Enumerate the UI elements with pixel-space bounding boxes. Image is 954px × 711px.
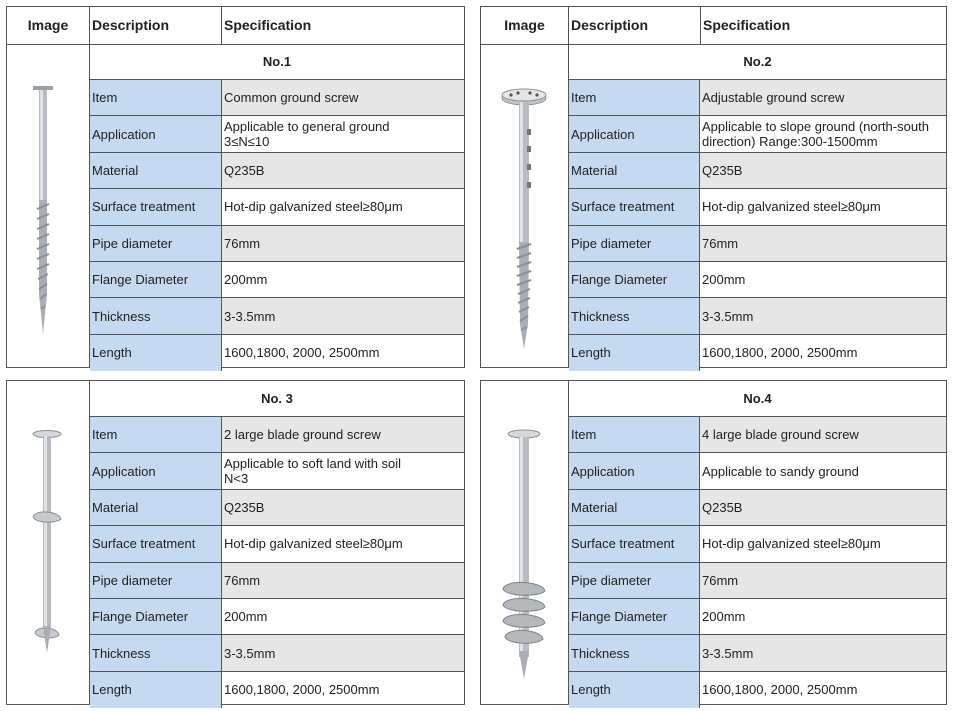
table-row (569, 262, 946, 298)
row-label: Material (90, 153, 222, 188)
spec-grid (569, 44, 946, 367)
product-title: No. 3 (90, 381, 464, 417)
row-value: 2 large blade ground screw (222, 417, 464, 452)
row-value: Hot-dip galvanized steel≥80μm (702, 536, 881, 552)
table-row (569, 526, 946, 562)
row-label: Thickness (90, 298, 222, 333)
table-row (90, 417, 464, 453)
row-label: Surface treatment (569, 189, 700, 224)
product-panel-3 (6, 380, 465, 705)
row-label: Length (90, 335, 222, 371)
row-value: 3-3.5mm (700, 635, 946, 670)
row-value: 1600,1800, 2000, 2500mm (702, 345, 858, 361)
header-image: Image (7, 7, 90, 44)
header-description: Description (90, 7, 222, 44)
table-row (569, 417, 946, 453)
row-label: Application (90, 453, 222, 488)
row-value: 1600,1800, 2000, 2500mm (224, 345, 380, 361)
row-value: 200mm (224, 609, 268, 625)
product-image-cell (481, 381, 569, 704)
row-label: Length (90, 672, 222, 708)
row-value: Applicable to sandy ground (702, 463, 859, 479)
row-label: Application (90, 116, 222, 151)
row-value: Q235B (700, 153, 946, 188)
row-value: 76mm (222, 563, 464, 598)
common-ground-screw-icon (7, 44, 89, 368)
table-row (90, 490, 464, 526)
row-value: 76mm (222, 226, 464, 261)
two-blade-ground-screw-icon (7, 381, 89, 704)
header-specification: Specification (224, 17, 312, 33)
row-label: Item (569, 80, 700, 115)
row-value: 200mm (702, 609, 746, 625)
table-row (90, 672, 464, 708)
adjustable-ground-screw-icon (481, 44, 568, 368)
row-value: 1600,1800, 2000, 2500mm (224, 682, 380, 698)
row-label: Thickness (569, 298, 700, 333)
row-label: Surface treatment (569, 526, 700, 561)
product-panel-1 (6, 6, 465, 368)
table-row (90, 153, 464, 189)
product-image-cell (7, 381, 90, 704)
row-value: Hot-dip galvanized steel≥80μm (224, 199, 403, 215)
table-row (90, 80, 464, 116)
row-label: Pipe diameter (569, 563, 700, 598)
table-row (90, 563, 464, 599)
table-header (7, 7, 464, 45)
row-value: 200mm (224, 272, 268, 288)
row-label: Flange Diameter (90, 599, 222, 634)
table-row (569, 116, 946, 152)
table-row (569, 80, 946, 116)
header-description: Description (569, 7, 701, 44)
row-value: Applicable to general ground 3≤N≤10 (224, 119, 390, 150)
row-value: 200mm (702, 272, 746, 288)
row-label: Length (569, 672, 700, 708)
row-label: Item (90, 417, 222, 452)
row-label: Flange Diameter (569, 599, 700, 634)
table-row (569, 226, 946, 262)
spec-grid (90, 44, 464, 367)
table-row (569, 635, 946, 671)
table-row (90, 335, 464, 371)
row-label: Surface treatment (90, 526, 222, 561)
table-row (90, 298, 464, 334)
row-value: 3-3.5mm (222, 298, 464, 333)
table-row (569, 153, 946, 189)
four-blade-ground-screw-icon (481, 381, 568, 704)
spec-grid (569, 381, 946, 704)
row-value: Q235B (700, 490, 946, 525)
product-title: No.1 (90, 44, 464, 80)
table-row (569, 563, 946, 599)
row-value: Applicable to slope ground (north-south direction) Range:300-1500mm (702, 119, 929, 150)
table-row (569, 335, 946, 371)
table-row (90, 262, 464, 298)
product-image-cell (481, 44, 569, 367)
product-title: No.4 (569, 381, 946, 417)
table-row (569, 599, 946, 635)
product-panel-4 (480, 380, 947, 705)
row-label: Length (569, 335, 700, 371)
row-label: Item (90, 80, 222, 115)
header-specification: Specification (703, 17, 791, 33)
row-value: 3-3.5mm (222, 635, 464, 670)
table-row (90, 526, 464, 562)
table-row (569, 490, 946, 526)
spec-grid (90, 381, 464, 704)
row-label: Pipe diameter (569, 226, 700, 261)
row-label: Flange Diameter (90, 262, 222, 297)
table-row (569, 298, 946, 334)
table-row (90, 189, 464, 225)
row-value: Applicable to soft land with soil N<3 (224, 456, 402, 487)
table-row (90, 599, 464, 635)
row-label: Application (569, 453, 700, 488)
table-header (481, 7, 946, 45)
row-label: Material (569, 153, 700, 188)
table-row (90, 635, 464, 671)
row-value: Common ground screw (222, 80, 464, 115)
row-value: 1600,1800, 2000, 2500mm (702, 682, 858, 698)
product-image-cell (7, 44, 90, 367)
table-row (90, 453, 464, 489)
header-image: Image (481, 7, 569, 44)
row-value: 76mm (700, 563, 946, 598)
row-label: Flange Diameter (569, 262, 700, 297)
row-label: Surface treatment (90, 189, 222, 224)
row-label: Item (569, 417, 700, 452)
row-value: Hot-dip galvanized steel≥80μm (702, 199, 881, 215)
table-row (569, 672, 946, 708)
row-value: Adjustable ground screw (700, 80, 946, 115)
row-label: Material (569, 490, 700, 525)
row-value: Hot-dip galvanized steel≥80μm (224, 536, 403, 552)
table-row (569, 189, 946, 225)
table-row (569, 453, 946, 489)
product-panel-2 (480, 6, 947, 368)
row-label: Material (90, 490, 222, 525)
row-label: Pipe diameter (90, 226, 222, 261)
row-label: Thickness (569, 635, 700, 670)
row-label: Thickness (90, 635, 222, 670)
product-title: No.2 (569, 44, 946, 80)
row-label: Application (569, 116, 700, 151)
table-row (90, 226, 464, 262)
table-row (90, 116, 464, 152)
row-label: Pipe diameter (90, 563, 222, 598)
row-value: 76mm (700, 226, 946, 261)
row-value: 3-3.5mm (700, 298, 946, 333)
row-value: Q235B (222, 490, 464, 525)
row-value: Q235B (222, 153, 464, 188)
row-value: 4 large blade ground screw (700, 417, 946, 452)
